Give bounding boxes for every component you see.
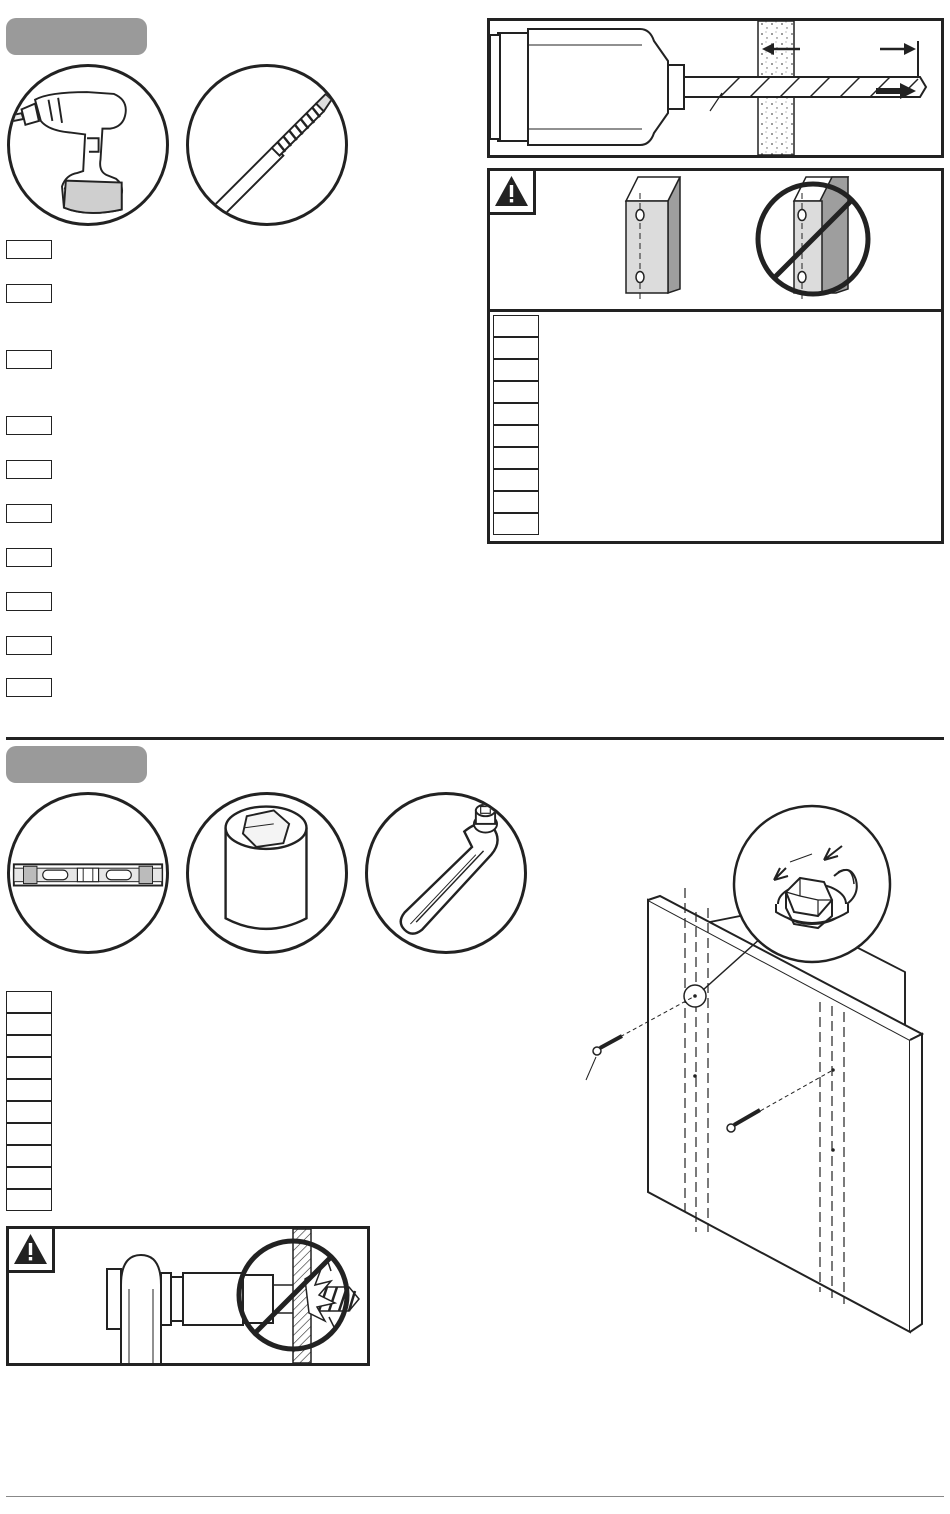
language-code-box [6,1079,52,1101]
language-code-box [6,284,52,303]
level-icon [7,792,169,954]
washer-bolt-detail-icon [734,806,890,962]
table-cell [493,513,539,535]
table-cell [493,447,539,469]
centered-holes-stud-icon [626,177,680,301]
ratchet-wrench-icon [365,792,527,954]
drill-bit-icon [186,64,348,226]
step-2-tab [6,746,147,783]
stud-hole-comparison [490,171,941,309]
language-code-box [6,678,52,697]
table-cell [493,403,539,425]
language-code-box [6,1123,52,1145]
off-center-holes-stud-prohibited-icon [758,177,868,301]
language-code-box [6,416,52,435]
overtighten-warning-panel [6,1226,370,1366]
cordless-drill-icon [7,64,169,226]
lag-bolts-into-wall-studs-icon [560,792,945,1342]
language-code-box [6,1013,52,1035]
language-code-box [6,1035,52,1057]
language-code-box [6,240,52,259]
table-cell [493,337,539,359]
step-1-tab [6,18,147,55]
table-cell [493,359,539,381]
language-code-box [6,1057,52,1079]
table-cell [493,315,539,337]
language-code-box [6,991,52,1013]
language-code-box [6,504,52,523]
language-code-box [6,636,52,655]
table-cell [493,469,539,491]
table-cell [493,381,539,403]
language-code-box [6,548,52,567]
language-code-box [6,1167,52,1189]
table-cell [493,491,539,513]
language-code-box [6,1189,52,1211]
language-code-box [6,592,52,611]
table-cell [493,425,539,447]
section-divider [6,737,944,740]
drill-through-wall-icon [487,18,944,158]
language-table [490,312,942,541]
socket-icon [186,792,348,954]
overtightened-lag-bolt-prohibited-icon [9,1229,367,1363]
language-code-box [6,460,52,479]
footer-rule [6,1496,944,1497]
language-code-box [6,1101,52,1123]
language-code-box [6,350,52,369]
language-code-box [6,1145,52,1167]
